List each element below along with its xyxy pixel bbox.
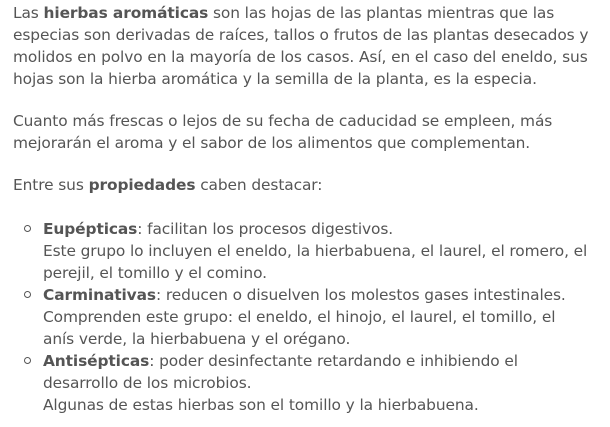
properties-list — [13, 218, 590, 416]
intro-bold-term: hierbas aromáticas — [43, 4, 209, 22]
properties-bold-term: propiedades — [88, 176, 196, 194]
list-item-carminativas — [13, 284, 590, 350]
property-examples: Este grupo lo incluyen el eneldo, la hierbabuena, el laurel, el romero, el perejil, el tomillo y el comino. — [43, 242, 588, 282]
property-term: Antisépticas — [43, 352, 150, 370]
properties-intro-start: Entre sus — [13, 176, 89, 194]
property-term: Carminativas — [43, 286, 156, 304]
properties-intro-end: caben destacar: — [195, 176, 323, 194]
intro-text-start: Las — [13, 4, 44, 22]
properties-intro-paragraph — [13, 174, 590, 196]
property-description: : poder desinfectante retardando e inhibiendo el desarrollo de los microbios. — [43, 352, 518, 392]
property-description: : facilitan los procesos digestivos. — [137, 220, 394, 238]
property-term: Eupépticas — [43, 220, 138, 238]
intro-paragraph — [13, 2, 590, 90]
property-examples: Algunas de estas hierbas son el tomillo y la hierbabuena. — [43, 396, 479, 414]
circle-bullet-icon — [24, 291, 31, 298]
list-item-antisepticas — [13, 350, 590, 416]
freshness-paragraph: Cuanto más frescas o lejos de su fecha de caducidad se empleen, más mejorarán el aroma y el sabor de los alimentos que complementan. — [13, 112, 553, 152]
list-item-eupepticas — [13, 218, 590, 284]
circle-bullet-icon — [24, 357, 31, 364]
circle-bullet-icon — [24, 225, 31, 232]
property-examples: Comprenden este grupo: el eneldo, el hinojo, el laurel, el tomillo, el anís verde, la hierbabuena y el orégano. — [43, 308, 556, 348]
property-description: : reducen o disuelven los molestos gases intestinales. — [155, 286, 566, 304]
intro-text-end: son las hojas de las plantas mientras que las especias son derivadas de raíces, tallos o frutos de las plantas desecados y molidos en polvo en la mayoría de los casos. Así, en el caso del eneldo, sus hojas son la hierba aromática y la semilla de la planta, es la especia. — [13, 4, 589, 88]
